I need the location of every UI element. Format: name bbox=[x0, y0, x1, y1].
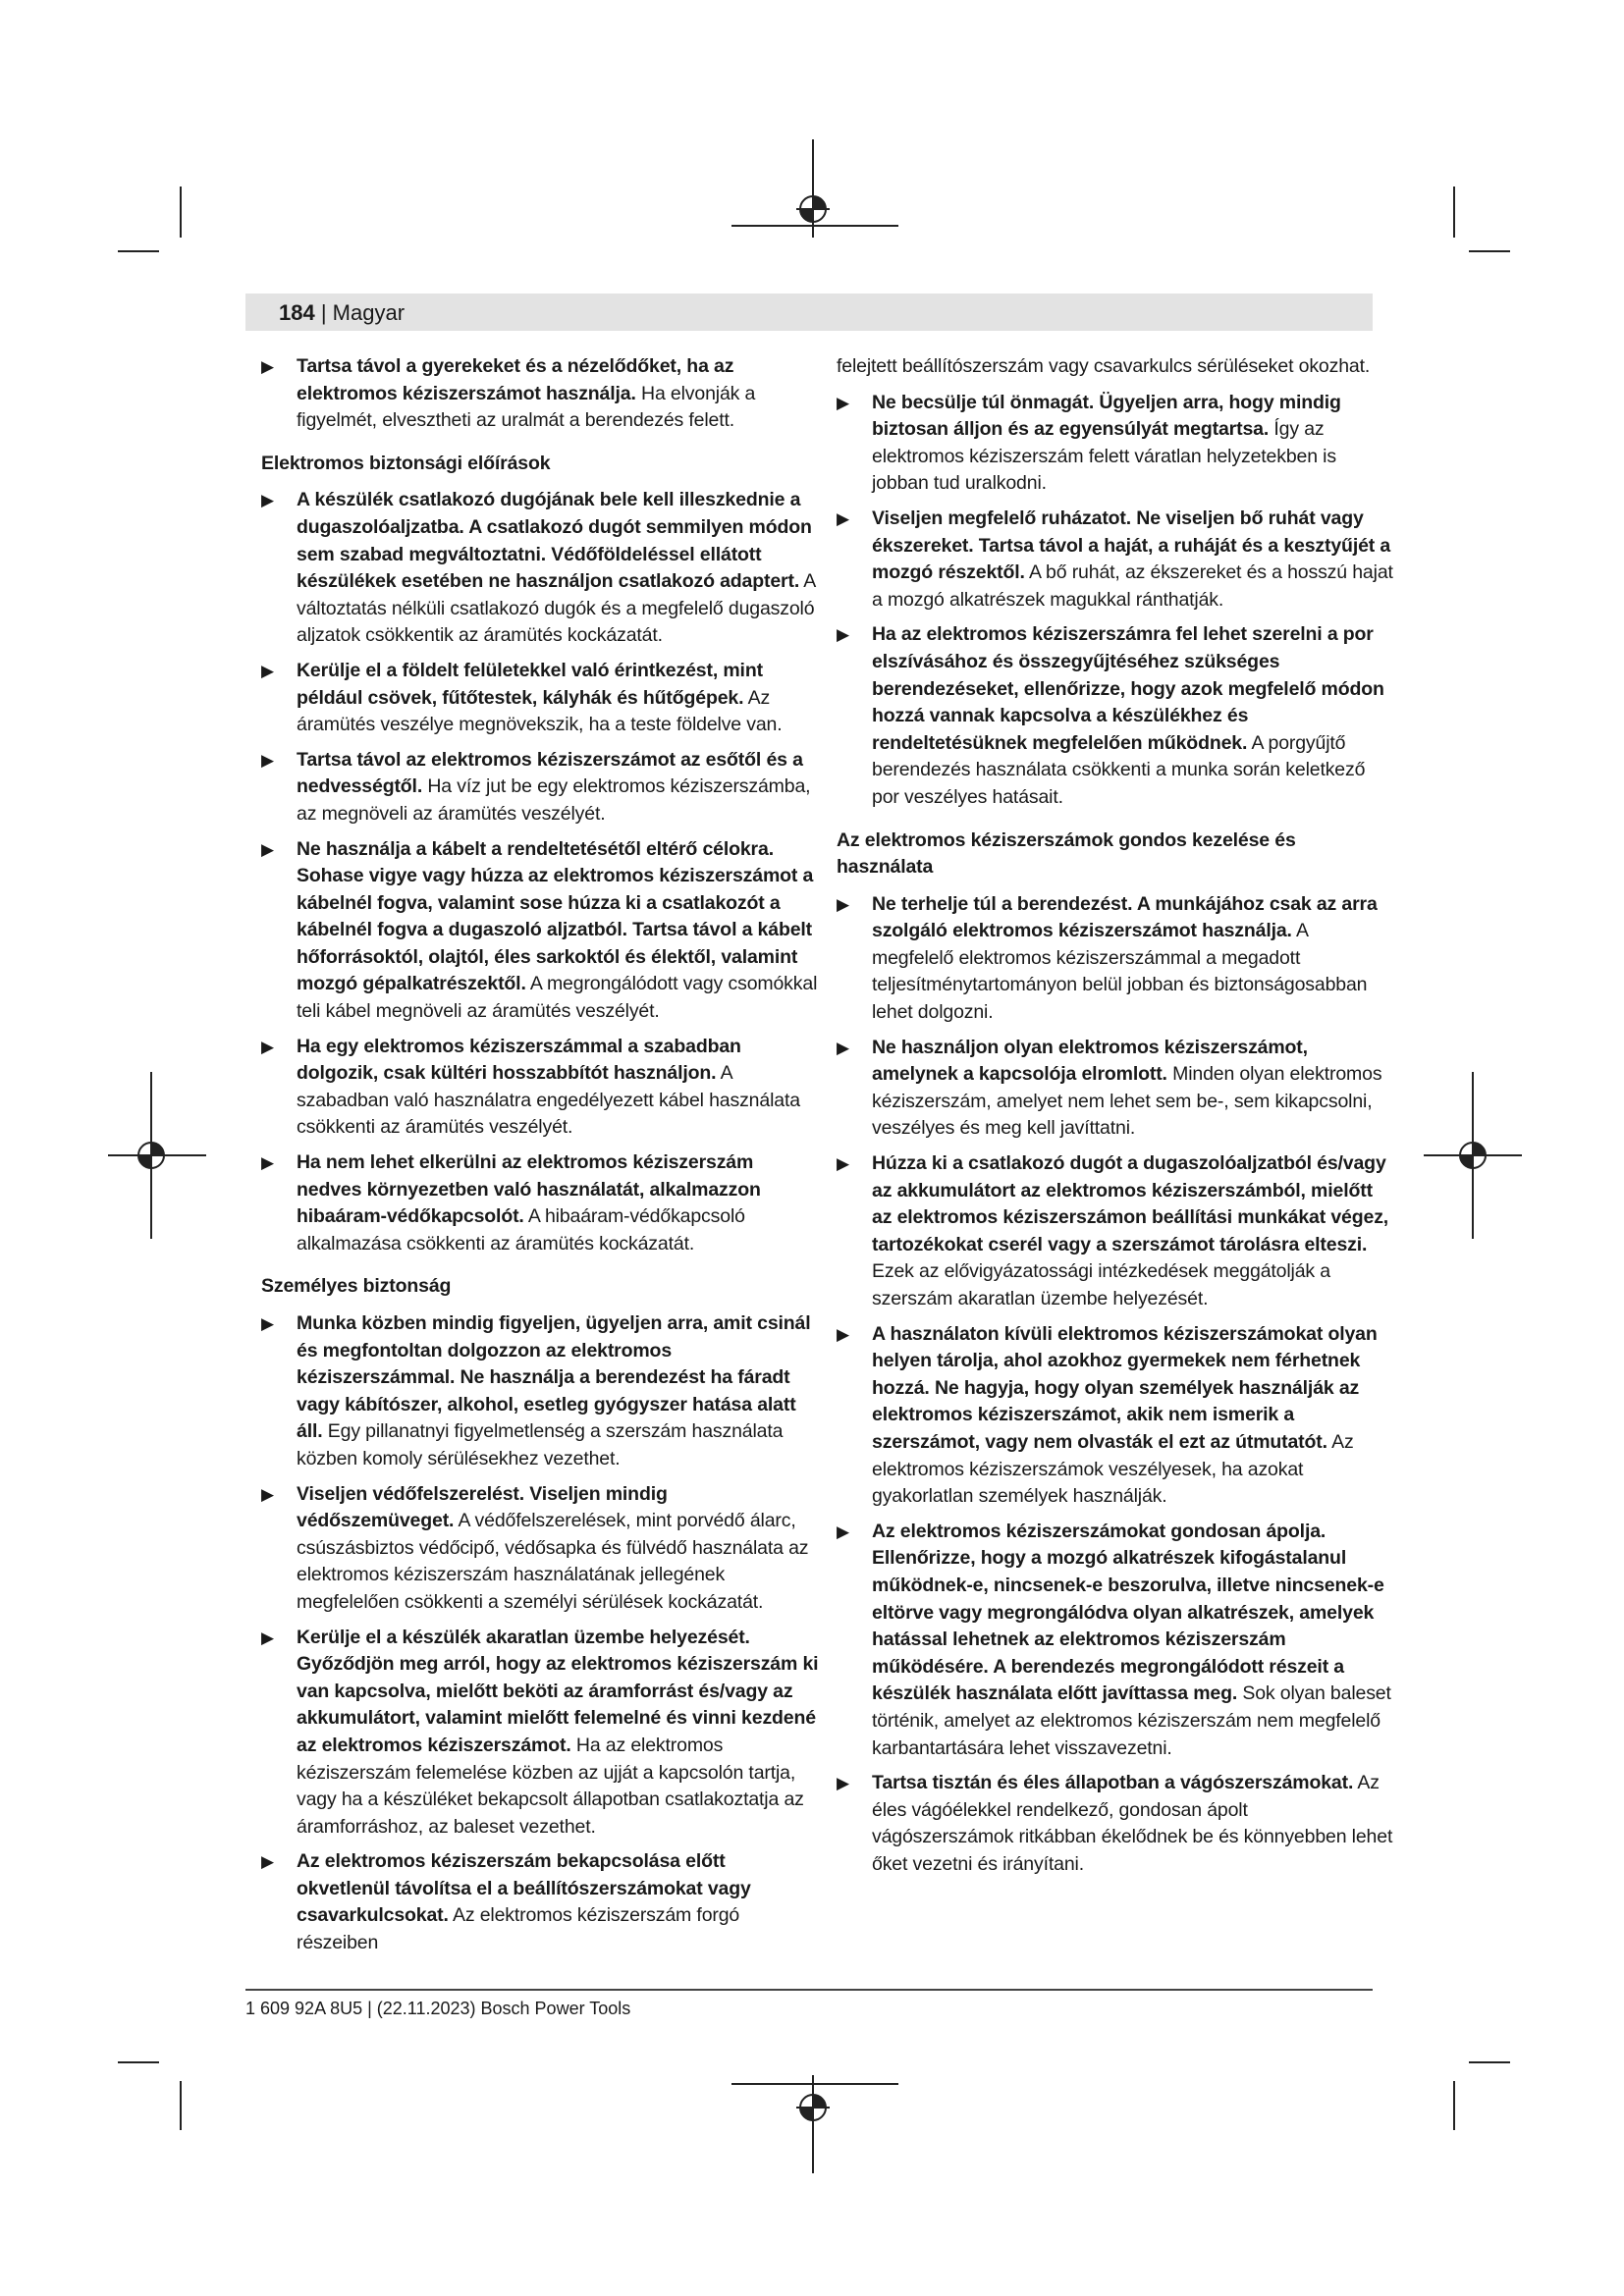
triangle-right-bullet-icon: ▶ bbox=[837, 1154, 849, 1174]
triangle-right-bullet-icon: ▶ bbox=[261, 661, 274, 680]
instruction-emphasis: Ha egy elektromos kéziszerszámmal a szabadban dolgozik, csak kültéri hosszabbítót használjon. bbox=[297, 1035, 741, 1085]
triangle-right-bullet-icon: ▶ bbox=[837, 1038, 849, 1057]
instruction-emphasis: A készülék csatlakozó dugójának bele kell illeszkednie a dugaszolóaljzatba. A csatlakozó dugót semmilyen módon sem szabad megváltoztatni. Védőföldeléssel ellátott készülékek esetében ne használjon csatlakozó adaptert. bbox=[297, 489, 812, 593]
header-separator: | bbox=[314, 300, 333, 325]
header-language: Magyar bbox=[332, 300, 406, 325]
crop-mark-top-left-vertical bbox=[180, 187, 182, 238]
instruction-emphasis: Ha nem lehet elkerülni az elektromos kéziszerszám nedves környezetben való használatát, alkalmazzon hibaáram-védőkapcsolót. bbox=[297, 1151, 761, 1228]
triangle-right-bullet-icon: ▶ bbox=[837, 1774, 849, 1793]
safety-instruction bbox=[261, 1848, 819, 1956]
safety-instruction bbox=[261, 1481, 819, 1617]
triangle-right-bullet-icon: ▶ bbox=[837, 1324, 849, 1344]
safety-instruction bbox=[261, 353, 819, 435]
registration-line-bottom-vertical bbox=[812, 2075, 814, 2173]
safety-instruction bbox=[261, 1625, 819, 1842]
instruction-explanation: felejtett beállítószerszám vagy csavarkulcs sérüléseket okozhat. bbox=[837, 355, 1371, 377]
triangle-right-bullet-icon: ▶ bbox=[261, 1037, 274, 1056]
safety-instruction bbox=[261, 747, 819, 828]
continued-paragraph bbox=[837, 353, 1394, 381]
crop-mark-top-right-horizontal bbox=[1469, 250, 1510, 252]
instruction-emphasis: Húzza ki a csatlakozó dugót a dugaszolóaljzatból és/vagy az akkumulátort az elektromos kéziszerszámból, mielőtt az elektromos kéziszerszámon beállítási munkákat végez, tartozékokat cserél vagy a szerszámot tárolásra elteszi. bbox=[872, 1152, 1389, 1255]
triangle-right-bullet-icon: ▶ bbox=[261, 357, 274, 376]
instruction-emphasis: A használaton kívüli elektromos kéziszerszámokat olyan helyen tárolja, ahol azokhoz gyermekek nem férhetnek hozzá. Ne hagyja, hogy olyan személyek használják az elektromos kéziszerszámot, akik nem ismerik a szerszámot, vagy nem olvasták el ezt az útmutatót. bbox=[872, 1322, 1378, 1453]
triangle-right-bullet-icon: ▶ bbox=[261, 1153, 274, 1173]
crop-mark-top-right-vertical bbox=[1453, 187, 1455, 238]
instruction-emphasis: Ne becsülje túl önmagát. Ügyeljen arra, hogy mindig biztosan álljon és az egyensúlyát megtartsa. bbox=[872, 391, 1341, 441]
instruction-emphasis: Ha az elektromos kéziszerszámra fel lehet szerelni a por elszívásához és összegyűjtéséhez szükséges berendezéseket, ellenőrizze, hogy azok megfelelő módon hozzá vannak kapcsolva a készülékhez és rendeltetésüknek megfelelően működnek. bbox=[872, 623, 1384, 754]
triangle-right-bullet-icon: ▶ bbox=[261, 1484, 274, 1504]
instruction-explanation: Ezek az elővigyázatossági intézkedések meggátolják a szerszám akaratlan üzembe helyezését. bbox=[872, 1260, 1330, 1309]
instruction-emphasis: Ne használjon olyan elektromos kéziszerszámot, amelynek a kapcsolója elromlott. bbox=[872, 1036, 1308, 1086]
triangle-right-bullet-icon: ▶ bbox=[261, 750, 274, 770]
instruction-explanation: Minden olyan elektromos kéziszerszám, amelyet nem lehet sem be-, sem kikapcsolni, veszélyes és meg kell javíttatni. bbox=[872, 1063, 1382, 1140]
safety-instruction bbox=[837, 390, 1394, 498]
triangle-right-bullet-icon: ▶ bbox=[837, 625, 849, 645]
instruction-explanation: Ha az elektromos kéziszerszám felemelése közben az ujját a kapcsolón tartja, vagy ha a készüléket bekapcsolt állapotban csatlakoztatja az áramforráshoz, az baleset vezethet. bbox=[297, 1734, 804, 1838]
instruction-emphasis: Tartsa távol az elektromos kéziszerszámot az esőtől és a nedvességtől. bbox=[297, 748, 803, 798]
page-header bbox=[279, 299, 405, 327]
section-heading: Személyes biztonság bbox=[261, 1275, 452, 1298]
instruction-emphasis: Ne használja a kábelt a rendeltetésétől eltérő célokra. Sohase vigye vagy húzza az elektromos kéziszerszámot a kábelnél fogva, valamint sose húzza ki a csatlakozót a kábelnél fogva a dugaszoló aljzatból. Tartsa távol a kábelt hőforrásoktól, olajtól, éles sarkoktól és élektől, valamint mozgó gépalkatrészektől. bbox=[297, 837, 814, 995]
safety-instruction bbox=[261, 487, 819, 650]
crop-mark-bottom-right-horizontal bbox=[1469, 2061, 1510, 2063]
triangle-right-bullet-icon: ▶ bbox=[837, 508, 849, 528]
safety-instruction bbox=[837, 1519, 1394, 1762]
instruction-emphasis: Ne terhelje túl a berendezést. A munkájához csak az arra szolgáló elektromos kéziszerszámot használja. bbox=[872, 892, 1378, 942]
instruction-explanation: A megrongálódott vagy csomókkal teli kábel megnöveli az áramütés veszélyét. bbox=[297, 973, 818, 1023]
instruction-explanation: A védőfelszerelések, mint porvédő álarc, csúszásbiztos védőcipő, védősapka és fülvédő használata az elektromos kéziszerszám használatának jellegének megfelelően csökkenti a személyi sérülések kockázatát. bbox=[297, 1510, 809, 1613]
crop-mark-top-left-horizontal bbox=[118, 250, 159, 252]
registration-mark-icon bbox=[135, 1139, 168, 1172]
registration-mark-icon bbox=[1456, 1139, 1489, 1172]
instruction-explanation: A porgyűjtő berendezés használata csökkenti a munka során keletkező por veszélyes hatásait. bbox=[872, 731, 1366, 808]
safety-instruction bbox=[261, 658, 819, 739]
instruction-explanation: Az elektromos kéziszerszám forgó részeiben bbox=[297, 1904, 740, 1954]
triangle-right-bullet-icon: ▶ bbox=[261, 491, 274, 510]
instruction-emphasis: Kerülje el a készülék akaratlan üzembe helyezését. Győződjön meg arról, hogy az elektromos kéziszerszám ki van kapcsolva, mielőtt beköti az áramforrást és/vagy az akkumulátort, valamint mielőtt felemelné és vinni kezdené az elektromos kéziszerszámot. bbox=[297, 1626, 819, 1756]
instruction-emphasis: Munka közben mindig figyeljen, ügyeljen arra, amit csinál és megfontoltan dolgozzon az elektromos kéziszerszámmal. Ne használja a berendezést ha fáradt vagy kábítószer, alkohol, esetleg gyógyszer hatása alatt áll. bbox=[297, 1312, 811, 1443]
triangle-right-bullet-icon: ▶ bbox=[261, 1852, 274, 1872]
left-column bbox=[261, 353, 819, 1965]
safety-instruction bbox=[837, 1035, 1394, 1143]
right-column bbox=[837, 353, 1394, 1886]
triangle-right-bullet-icon: ▶ bbox=[837, 894, 849, 914]
triangle-right-bullet-icon: ▶ bbox=[261, 1628, 274, 1647]
registration-mark-icon bbox=[796, 2091, 830, 2124]
triangle-right-bullet-icon: ▶ bbox=[837, 393, 849, 412]
safety-instruction bbox=[837, 1321, 1394, 1511]
instruction-emphasis: Viseljen megfelelő ruházatot. Ne viseljen bő ruhát vagy ékszereket. Tartsa távol a haját, a ruháját és a kesztyűjét a mozgó részektől. bbox=[872, 507, 1391, 584]
instruction-explanation: A bő ruhát, az ékszereket és a hosszú hajat a mozgó alkatrészek magukkal ránthatják. bbox=[872, 561, 1393, 611]
instruction-explanation: Ha elvonják a figyelmét, elvesztheti az uralmát a berendezés felett. bbox=[297, 382, 756, 432]
safety-instruction bbox=[837, 1150, 1394, 1313]
section-heading: Elektromos biztonsági előírások bbox=[261, 452, 551, 474]
safety-instruction bbox=[261, 836, 819, 1026]
instruction-explanation: Az áramütés veszélye megnövekszik, ha a teste földelve van. bbox=[297, 686, 783, 736]
instruction-explanation: A változtatás nélküli csatlakozó dugók és a megfelelő dugaszoló aljzatok csökkentik az áramütés kockázatát. bbox=[297, 570, 816, 647]
section-heading: Az elektromos kéziszerszámok gondos kezelése és használata bbox=[837, 828, 1296, 879]
crop-mark-bottom-right-vertical bbox=[1453, 2081, 1455, 2130]
instruction-explanation: A hibaáram-védőkapcsoló alkalmazása csökkenti az áramütés kockázatát. bbox=[297, 1205, 745, 1255]
instruction-emphasis: Viseljen védőfelszerelést. Viseljen mindig védőszemüveget. bbox=[297, 1482, 668, 1532]
instruction-emphasis: Az elektromos kéziszerszámokat gondosan ápolja. Ellenőrizze, hogy a mozgó alkatrészek kifogástalanul működnek-e, nincsenek-e beszorulva, illetve nincsenek-e eltörve vagy megrongálódva olyan alkatrészek, amelyek hatással lehetnek az elektromos kéziszerszám működésére. A berendezés megrongálódott részeit a készülék használata előtt javíttassa meg. bbox=[872, 1520, 1384, 1705]
triangle-right-bullet-icon: ▶ bbox=[261, 839, 274, 859]
instruction-explanation: A szabadban való használatra engedélyezett kábel használata csökkenti az áramütés veszélyét. bbox=[297, 1062, 800, 1139]
page-number: 184 bbox=[279, 300, 315, 325]
safety-instruction bbox=[261, 1149, 819, 1257]
instruction-explanation: Egy pillanatnyi figyelmetlenség a szerszám használata közben komoly sérülésekhez vezethet. bbox=[297, 1420, 784, 1469]
registration-line-bottom-horizontal bbox=[731, 2083, 898, 2085]
instruction-emphasis: Tartsa tisztán és éles állapotban a vágószerszámokat. bbox=[872, 1772, 1354, 1794]
safety-instruction bbox=[837, 1770, 1394, 1878]
instruction-explanation: A megfelelő elektromos kéziszerszámmal a megadott teljesítménytartományon belül jobban és biztonságosabban lehet dolgozni. bbox=[872, 920, 1368, 1024]
safety-instruction bbox=[261, 1310, 819, 1473]
safety-instruction bbox=[261, 1034, 819, 1142]
instruction-explanation: Sok olyan baleset történik, amelyet az elektromos kéziszerszám nem megfelelő karbantartására lehet visszavezetni. bbox=[872, 1682, 1391, 1759]
instruction-emphasis: Az elektromos kéziszerszám bekapcsolása előtt okvetlenül távolítsa el a beállítószerszámokat vagy csavarkulcsokat. bbox=[297, 1850, 751, 1927]
instruction-explanation: Az éles vágóélekkel rendelkező, gondosan ápolt vágószerszámok ritkábban ékelődnek be és könnyebben lehet őket vezetni és irányítani. bbox=[872, 1772, 1393, 1875]
safety-instruction bbox=[837, 621, 1394, 811]
crop-mark-bottom-left-vertical bbox=[180, 2081, 182, 2130]
safety-instruction bbox=[837, 891, 1394, 1027]
triangle-right-bullet-icon: ▶ bbox=[837, 1522, 849, 1541]
instruction-explanation: Az elektromos kéziszerszámok veszélyesek, ha azokat gyakorlatlan személyek használják. bbox=[872, 1430, 1354, 1508]
triangle-right-bullet-icon: ▶ bbox=[261, 1314, 274, 1333]
footer-rule bbox=[245, 1989, 1373, 1991]
instruction-emphasis: Kerülje el a földelt felületekkel való érintkezést, mint például csövek, fűtőtestek, kályhák és hűtőgépek. bbox=[297, 659, 763, 709]
page-header-bar bbox=[245, 294, 1373, 331]
safety-instruction bbox=[837, 506, 1394, 614]
registration-mark-icon bbox=[796, 192, 830, 226]
instruction-explanation: Ha víz jut be egy elektromos kéziszerszámba, az megnöveli az áramütés veszélyét. bbox=[297, 775, 811, 825]
instruction-emphasis: Tartsa távol a gyerekeket és a nézelődőket, ha az elektromos kéziszerszámot használja. bbox=[297, 355, 734, 404]
instruction-explanation: Így az elektromos kéziszerszám felett váratlan helyzetekben is jobban tud uralkodni. bbox=[872, 418, 1336, 495]
page-footer: 1 609 92A 8U5 | (22.11.2023) Bosch Power Tools bbox=[245, 1999, 631, 2018]
crop-mark-bottom-left-horizontal bbox=[118, 2061, 159, 2063]
